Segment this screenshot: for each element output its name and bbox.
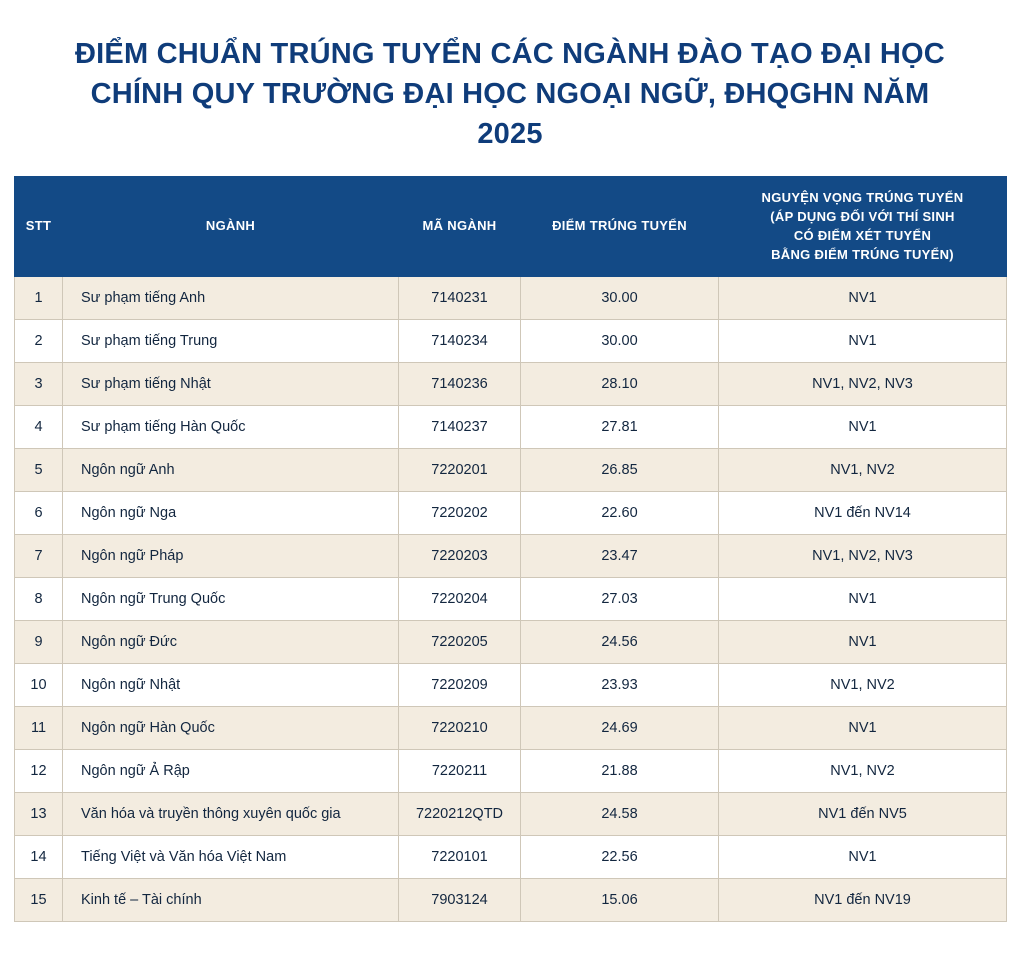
- cell-diem: 24.56: [521, 621, 719, 664]
- cell-nganh: Tiếng Việt và Văn hóa Việt Nam: [63, 836, 399, 879]
- page-title: ĐIỂM CHUẨN TRÚNG TUYỂN CÁC NGÀNH ĐÀO TẠO ĐẠI HỌC CHÍNH QUY TRƯỜNG ĐẠI HỌC NGOẠI NGỮ, ĐHQGHN NĂM 2025: [75, 38, 945, 151]
- cell-nguyen-vong: NV1, NV2: [719, 750, 1007, 793]
- cell-ma-nganh: 7220211: [399, 750, 521, 793]
- cell-diem: 24.58: [521, 793, 719, 836]
- cell-diem: 27.81: [521, 406, 719, 449]
- cell-ma-nganh: 7220212QTD: [399, 793, 521, 836]
- column-header-stt: STT: [15, 177, 63, 277]
- cell-ma-nganh: 7220202: [399, 492, 521, 535]
- cell-stt: 15: [15, 879, 63, 922]
- column-header-nguyen-vong-line-4: BẰNG ĐIỂM TRÚNG TUYỂN): [771, 246, 954, 262]
- column-header-nganh: NGÀNH: [63, 177, 399, 277]
- cell-diem: 22.60: [521, 492, 719, 535]
- column-header-nguyen-vong-line-1: NGUYỆN VỌNG TRÚNG TUYỂN: [761, 190, 964, 206]
- cell-nguyen-vong: NV1: [719, 621, 1007, 664]
- cell-ma-nganh: 7220209: [399, 664, 521, 707]
- cell-nganh: Ngôn ngữ Anh: [63, 449, 399, 492]
- table-row: [15, 750, 1007, 793]
- cell-ma-nganh: 7220203: [399, 535, 521, 578]
- cell-stt: 9: [15, 621, 63, 664]
- cell-diem: 22.56: [521, 836, 719, 879]
- admission-score-table: [14, 176, 1007, 922]
- cell-diem: 15.06: [521, 879, 719, 922]
- cell-nguyen-vong: NV1 đến NV19: [719, 879, 1007, 922]
- cell-nganh: Văn hóa và truyền thông xuyên quốc gia: [63, 793, 399, 836]
- table-row: [15, 277, 1007, 320]
- cell-nganh: Ngôn ngữ Nhật: [63, 664, 399, 707]
- cell-ma-nganh: 7140237: [399, 406, 521, 449]
- cell-nguyen-vong: NV1: [719, 320, 1007, 363]
- cell-nguyen-vong: NV1: [719, 406, 1007, 449]
- cell-stt: 7: [15, 535, 63, 578]
- cell-nganh: Ngôn ngữ Hàn Quốc: [63, 707, 399, 750]
- cell-diem: 23.93: [521, 664, 719, 707]
- table-row: [15, 535, 1007, 578]
- table-row: [15, 449, 1007, 492]
- cell-nguyen-vong: NV1: [719, 277, 1007, 320]
- column-header-diem-trung-tuyen: ĐIỂM TRÚNG TUYỂN: [521, 177, 719, 277]
- cell-stt: 8: [15, 578, 63, 621]
- cell-nganh: Ngôn ngữ Pháp: [63, 535, 399, 578]
- cell-nganh: Kinh tế – Tài chính: [63, 879, 399, 922]
- cell-ma-nganh: 7220101: [399, 836, 521, 879]
- cell-ma-nganh: 7220204: [399, 578, 521, 621]
- table-row: [15, 363, 1007, 406]
- cell-stt: 14: [15, 836, 63, 879]
- score-table-container: [0, 176, 1020, 938]
- table-row: [15, 621, 1007, 664]
- cell-stt: 10: [15, 664, 63, 707]
- table-row: [15, 707, 1007, 750]
- cell-ma-nganh: 7140231: [399, 277, 521, 320]
- cell-nguyen-vong: NV1 đến NV5: [719, 793, 1007, 836]
- table-row: [15, 879, 1007, 922]
- cell-stt: 13: [15, 793, 63, 836]
- cell-nguyen-vong: NV1: [719, 578, 1007, 621]
- cell-diem: 23.47: [521, 535, 719, 578]
- cell-nganh: Ngôn ngữ Đức: [63, 621, 399, 664]
- table-row: [15, 320, 1007, 363]
- cell-stt: 4: [15, 406, 63, 449]
- cell-nganh: Sư phạm tiếng Nhật: [63, 363, 399, 406]
- cell-diem: 27.03: [521, 578, 719, 621]
- cell-ma-nganh: 7220205: [399, 621, 521, 664]
- cell-nguyen-vong: NV1: [719, 707, 1007, 750]
- table-body: [15, 277, 1007, 922]
- cell-stt: 6: [15, 492, 63, 535]
- cell-nganh: Ngôn ngữ Trung Quốc: [63, 578, 399, 621]
- cell-nganh: Sư phạm tiếng Hàn Quốc: [63, 406, 399, 449]
- cell-nganh: Sư phạm tiếng Anh: [63, 277, 399, 320]
- cell-ma-nganh: 7140234: [399, 320, 521, 363]
- table-row: [15, 836, 1007, 879]
- title-block: [0, 0, 1020, 176]
- column-header-nguyen-vong-line-2: (ÁP DỤNG ĐỐI VỚI THÍ SINH: [770, 208, 955, 224]
- cell-stt: 3: [15, 363, 63, 406]
- cell-nguyen-vong: NV1 đến NV14: [719, 492, 1007, 535]
- cell-nguyen-vong: NV1, NV2, NV3: [719, 363, 1007, 406]
- column-header-nguyen-vong-line-3: CÓ ĐIỂM XÉT TUYỂN: [793, 227, 932, 243]
- table-row: [15, 492, 1007, 535]
- cell-ma-nganh: 7220201: [399, 449, 521, 492]
- cell-stt: 12: [15, 750, 63, 793]
- cell-stt: 1: [15, 277, 63, 320]
- table-header-row: [15, 177, 1007, 277]
- cell-diem: 30.00: [521, 320, 719, 363]
- cell-diem: 26.85: [521, 449, 719, 492]
- table-row: [15, 578, 1007, 621]
- table-row: [15, 406, 1007, 449]
- cell-diem: 28.10: [521, 363, 719, 406]
- table-row: [15, 664, 1007, 707]
- cell-diem: 21.88: [521, 750, 719, 793]
- cell-ma-nganh: 7903124: [399, 879, 521, 922]
- table-header: [15, 177, 1007, 277]
- cell-nganh: Ngôn ngữ Nga: [63, 492, 399, 535]
- table-row: [15, 793, 1007, 836]
- column-header-ma-nganh: MÃ NGÀNH: [399, 177, 521, 277]
- cell-stt: 2: [15, 320, 63, 363]
- cell-stt: 11: [15, 707, 63, 750]
- cell-nganh: Ngôn ngữ Ả Rập: [63, 750, 399, 793]
- cell-ma-nganh: 7220210: [399, 707, 521, 750]
- cell-nguyen-vong: NV1, NV2: [719, 664, 1007, 707]
- column-header-nguyen-vong: [719, 177, 1007, 277]
- cell-stt: 5: [15, 449, 63, 492]
- cell-nguyen-vong: NV1: [719, 836, 1007, 879]
- cell-diem: 24.69: [521, 707, 719, 750]
- cell-nguyen-vong: NV1, NV2: [719, 449, 1007, 492]
- cell-ma-nganh: 7140236: [399, 363, 521, 406]
- cell-diem: 30.00: [521, 277, 719, 320]
- cell-nguyen-vong: NV1, NV2, NV3: [719, 535, 1007, 578]
- cell-nganh: Sư phạm tiếng Trung: [63, 320, 399, 363]
